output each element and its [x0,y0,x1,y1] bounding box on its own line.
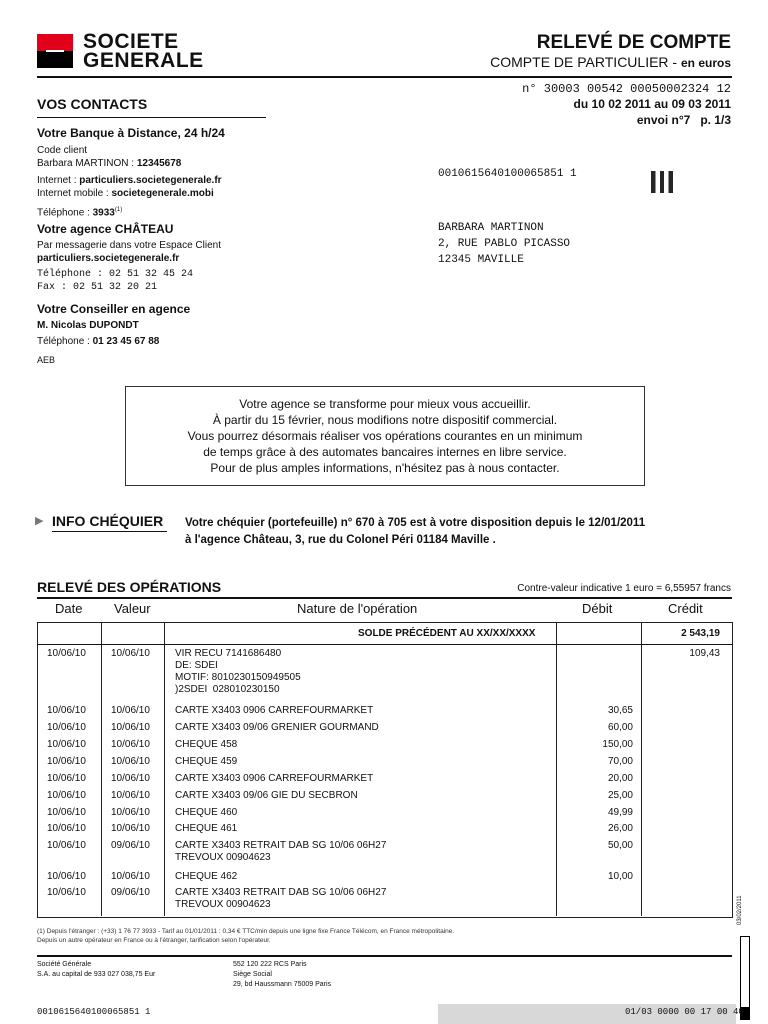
statement-subtitle: COMPTE DE PARTICULIER - en euros [490,54,731,70]
cell-valeur: 10/06/10 [111,773,150,784]
cell-date: 10/06/10 [47,823,86,834]
cell-valeur: 10/06/10 [111,648,150,659]
bottom-ref: 0010615640100065851 1 [37,1007,151,1017]
cell-date: 10/06/10 [47,648,86,659]
solde-label: SOLDE PRÉCÉDENT AU XX/XX/XXXX [358,628,536,639]
cell-nature: CARTE X3403 0906 CARREFOURMARKET [175,705,374,716]
statement-title: RELEVÉ DE COMPTE [536,32,731,53]
remote-banking: Votre Banque à Distance, 24 h/24 Code client Barbara MARTINON : 12345678 Internet : particuliers.societegenerale.fr Internet mobile : societegenerale.mobi Téléphone : 3933$^{(1)}$ [37,126,225,219]
cell-nature: CHEQUE 461 [175,823,238,834]
cell-date: 10/06/10 [47,705,86,716]
cell-nature: CHEQUE 462 [175,871,238,882]
cell-nature: CARTE X3403 09/06 GRENIER GOURMAND [175,722,379,733]
footnote: (1) Depuis l'étranger : (+33) 1 76 77 3933 - Tarif au 01/01/2011 : 0,34 € TTC/min depuis une ligne fixe France Télécom, en France métropolitaine. Depuis un autre opérateur en France ou à l'étranger, tarification selon l'opérateur. [37,928,455,944]
cell-valeur: 10/06/10 [111,871,150,882]
cell-valeur: 10/06/10 [111,807,150,818]
cell-debit: 60,00 [607,722,633,733]
cell-valeur: 10/06/10 [111,790,150,801]
col-date: Date [55,601,83,616]
footer-registration: 552 120 222 RCS Paris Siège Social 29, bd Haussmann 75009 Paris [233,961,332,988]
cell-debit: 10,00 [607,871,633,882]
cell-date: 10/06/10 [47,807,86,818]
operations-title: RELEVÉ DES OPÉRATIONS [37,579,222,595]
cell-nature: CHEQUE 459 [175,756,238,767]
cell-valeur: 10/06/10 [111,823,150,834]
recipient-address: BARBARA MARTINON 2, RUE PABLO PICASSO 12345 MAVILLE [438,222,571,266]
conversion-rate: Contre-valeur indicative 1 euro = 6,55957 francs [517,583,731,594]
info-title: INFO CHÉQUIER [52,513,164,529]
cell-date: 10/06/10 [47,756,86,767]
cell-date: 10/06/10 [47,790,86,801]
agency-contact: Votre agence CHÂTEAU Par messagerie dans votre Espace Client particuliers.societegenerale.fr Téléphone : 02 51 32 45 24 Fax : 02 51 32 20 21 [37,222,221,293]
cell-date: 10/06/10 [47,722,86,733]
side-bar [740,936,750,1008]
agency-notice: Votre agence se transforme pour mieux vous accueillir. À partir du 15 février, nous modifions notre dispositif commercial. Vous pourrez désormais réaliser vos opérations courantes en un minimum de temps grâce à des automates bancaires internes en libre service. Pour de plus amples informations, n'hésitez pas à nous contacter. [125,386,645,486]
cell-nature: CARTE X3403 09/06 GIE DU SECBRON [175,790,358,801]
cell-valeur: 10/06/10 [111,756,150,767]
cell-date: 10/06/10 [47,840,86,851]
cell-date: 10/06/10 [47,739,86,750]
cell-valeur: 10/06/10 [111,739,150,750]
cell-nature: CHEQUE 460 [175,807,238,818]
arrow-icon: ▶ [35,515,44,527]
cell-nature: CARTE X3403 RETRAIT DAB SG 10/06 06H27 TREVOUX 00904623 [175,840,387,863]
recipient-ref: 0010615640100065851 1 [438,168,577,180]
col-credit: Crédit [668,601,703,616]
cell-nature: CARTE X3403 RETRAIT DAB SG 10/06 06H27 TREVOUX 00904623 [175,887,387,910]
cell-date: 10/06/10 [47,773,86,784]
cell-date: 10/06/10 [47,871,86,882]
cell-debit: 70,00 [607,756,633,767]
cell-valeur: 10/06/10 [111,705,150,716]
cell-debit: 20,00 [607,773,633,784]
cell-valeur: 10/06/10 [111,722,150,733]
cell-date: 10/06/10 [47,887,86,898]
advisor-contact: Votre Conseiller en agence M. Nicolas DUPONDT Téléphone : 01 23 45 67 88 AEB [37,302,191,365]
col-valeur: Valeur [114,601,151,616]
cell-nature: CARTE X3403 0906 CARREFOURMARKET [175,773,374,784]
col-debit: Débit [582,601,613,616]
cell-valeur: 09/06/10 [111,887,150,898]
cell-debit: 150,00 [602,739,633,750]
bank-name-line1: SOCIETE [83,30,179,53]
statement-period: du 10 02 2011 au 09 03 2011 [573,97,731,111]
contacts-title: VOS CONTACTS [37,96,148,112]
cell-valeur: 09/06/10 [111,840,150,851]
info-text: Votre chéquier (portefeuille) n° 670 à 705 est à votre disposition depuis le 12/01/2011 à l'agence Château, 3, rue du Colonel Péri 01184 Maville . [185,517,646,546]
account-number: n° 30003 00542 00050002324 12 [522,82,731,96]
cell-nature: VIR RECU 7141686480 DE: SDEI MOTIF: 8010230150949505 )2SDEI 028010230150 [175,648,301,695]
cell-debit: 49,99 [607,807,633,818]
cell-debit: 26,00 [607,823,633,834]
col-nature: Nature de l'opération [297,601,418,616]
bottom-page-code: 01/03 0000 00 17 00 40 [625,1007,744,1017]
cell-debit: 30,65 [607,705,633,716]
footer-company: Société Générale S.A. au capital de 933 027 038,75 Eur [37,961,156,978]
cell-debit: 25,00 [607,790,633,801]
cell-nature: CHEQUE 458 [175,739,238,750]
qr-code-icon [651,171,673,193]
solde-value: 2 543,19 [681,628,720,639]
bank-name-line2: GENERALE [83,49,204,72]
side-date: 03/02/2011 [737,895,743,925]
cell-credit: 109,43 [689,648,720,659]
envoi-page: envoi n°7 p. 1/3 [636,113,731,127]
cell-debit: 50,00 [607,840,633,851]
